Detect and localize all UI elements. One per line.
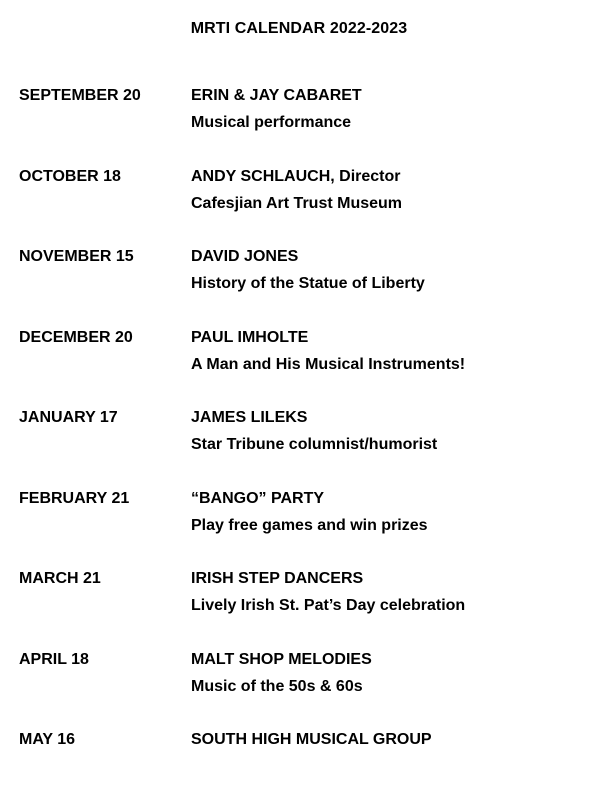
event-date: DECEMBER 20 [19,329,133,346]
event-description: History of the Statue of Liberty [191,275,425,292]
event-title: PAUL IMHOLTE [191,329,309,346]
event-title: DAVID JONES [191,248,299,265]
event-description: Cafesjian Art Trust Museum [191,195,403,212]
event-date: MAY 16 [19,731,76,748]
calendar-entry-march [0,570,609,620]
calendar-entry-january [0,409,609,459]
calendar-entry-november [0,248,609,298]
event-title: ANDY SCHLAUCH, Director [191,168,401,185]
event-date: JANUARY 17 [19,409,118,426]
event-date: MARCH 21 [19,570,101,587]
event-title: SOUTH HIGH MUSICAL GROUP [191,731,432,748]
event-date: OCTOBER 18 [19,168,121,185]
event-date: FEBRUARY 21 [19,490,130,507]
event-title: IRISH STEP DANCERS [191,570,364,587]
calendar-entry-october [0,168,609,218]
event-date: NOVEMBER 15 [19,248,134,265]
event-description: Star Tribune columnist/humorist [191,436,438,453]
event-description: Play free games and win prizes [191,517,428,534]
event-description: Music of the 50s & 60s [191,678,363,695]
calendar-entry-september [0,87,609,137]
event-title: MALT SHOP MELODIES [191,651,372,668]
event-title: JAMES LILEKS [191,409,308,426]
event-description: Musical performance [191,114,352,131]
calendar-entry-december [0,329,609,379]
event-title: ERIN & JAY CABARET [191,87,362,104]
event-description: Lively Irish St. Pat’s Day celebration [191,597,466,614]
calendar-entry-february [0,490,609,540]
event-description: A Man and His Musical Instruments! [191,356,466,373]
page-title: MRTI CALENDAR 2022-2023 [190,20,408,37]
event-date: APRIL 18 [19,651,89,668]
calendar-entry-may [0,731,609,781]
calendar-entry-april [0,651,609,701]
event-title: “BANGO” PARTY [191,490,325,507]
event-date: SEPTEMBER 20 [19,87,141,104]
